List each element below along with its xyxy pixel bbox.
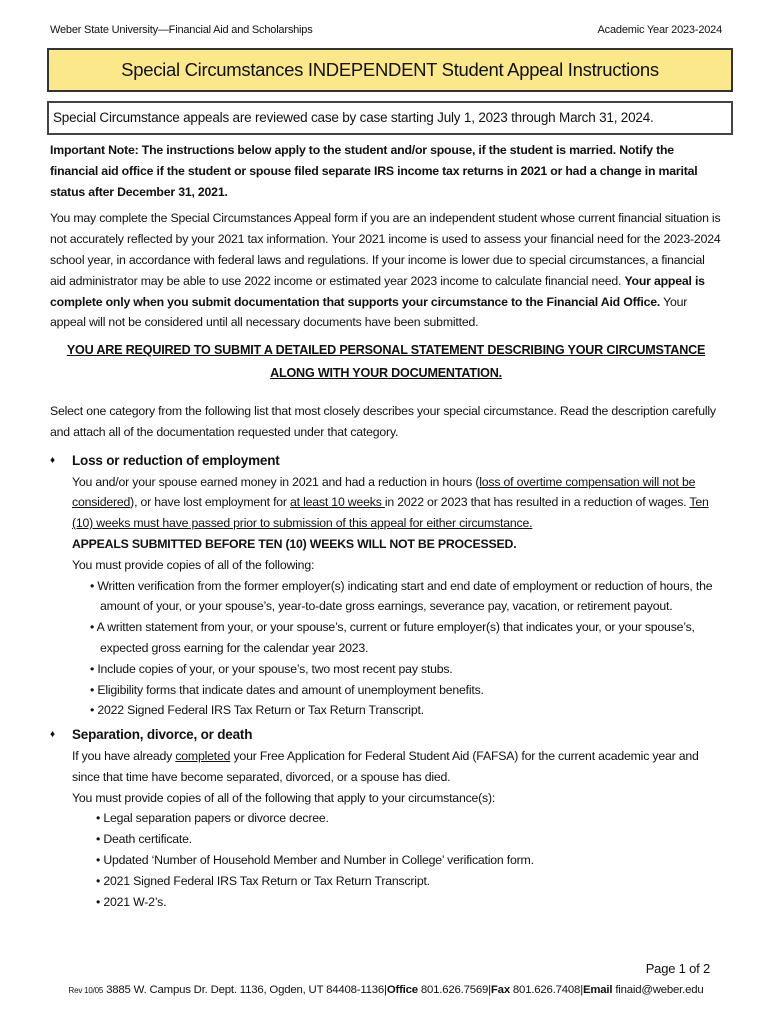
page-number: Page 1 of 2 — [645, 961, 710, 976]
diamond-bullet-icon: ♦ — [50, 729, 55, 741]
select-instructions: Select one category from the following list that most closely describes your special circumstance. Read the description carefully and attach all of the documentation requested under that category. — [50, 404, 716, 439]
employment-warning: APPEALS SUBMITTED BEFORE TEN (10) WEEKS WILL NOT BE PROCESSED. — [72, 536, 517, 551]
footer-fax: 801.626.7408 — [509, 984, 581, 996]
document-body — [50, 140, 722, 912]
list-item: • Legal separation papers or divorce decree. — [96, 811, 329, 826]
footer-office-phone: 801.626.7569 — [417, 984, 489, 996]
list-item: • Include copies of your, or your spouse’s, two most recent pay stubs. — [90, 661, 453, 676]
list-item: • 2021 W-2’s. — [96, 894, 167, 909]
separation-description: If you have already completed your Free Application for Federal Student Aid (FAFSA) for the current academic year and since that time have become separated, divorced, or a spouse has died. — [72, 748, 699, 784]
header-academic-year: Academic Year 2023-2024 — [597, 24, 722, 36]
diamond-bullet-icon: ♦ — [50, 454, 55, 466]
footer-email: finaid@weber.edu — [612, 984, 704, 996]
intro-paragraph: You may complete the Special Circumstances Appeal form if you are an independent student whose current financial situation is not accurately reflected by your 2021 tax information. Your 2021 income is used to assess your financial need for the 2023-2024 school year, in accordance with federal laws and regulations. If your income is lower due to special circumstances, a financial aid administrator may be able to use 2022 income or estimated year 2023 income to calculate financial need. Your appeal is complete only when you submit documentation that supports your circumstance to the Financial Aid Office. Your appeal will not be considered until all necessary documents have been submitted. — [50, 211, 721, 330]
page-footer: Rev 10/05 3885 W. Campus Dr. Dept. 1136, Ogden, UT 84408-1136|Office 801.626.7569|Fax 801.626.7408|Email finaid@weber.edu — [68, 984, 704, 996]
required-statement: YOU ARE REQUIRED TO SUBMIT A DETAILED PERSONAL STATEMENT DESCRIBING YOUR CIRCUMSTANCE ALONG WITH YOUR DOCUMENTATION. — [66, 343, 706, 381]
employment-must-provide: You must provide copies of all of the following: — [72, 557, 315, 572]
section-heading-separation: ♦ Separation, divorce, or death — [50, 725, 722, 746]
header-institution: Weber State University—Financial Aid and Scholarships — [50, 24, 313, 36]
list-item: • 2021 Signed Federal IRS Tax Return or Tax Return Transcript. — [96, 873, 430, 888]
list-item: • Updated ‘Number of Household Member and Number in College’ verification form. — [96, 852, 534, 867]
separation-must-provide: You must provide copies of all of the following that apply to your circumstance(s): — [72, 790, 496, 805]
section-heading-employment: ♦ Loss or reduction of employment — [50, 451, 722, 472]
page-header — [50, 24, 722, 36]
page-title: Special Circumstances INDEPENDENT Student Appeal Instructions — [47, 48, 733, 92]
list-item: • A written statement from your, or your spouse’s, current or future employer(s) that indicates your, or your spouse’s, expected gross earning for the calendar year 2023. — [90, 620, 695, 655]
list-item: • Written verification from the former employer(s) indicating start and end date of employment or reduction of hours, the amount of your, or your spouse’s, year-to-date gross earnings, severance pay, vacation, or retirement payout. — [90, 578, 713, 614]
revision-label: Rev 10/05 — [68, 986, 104, 995]
appeal-dates-box: Special Circumstance appeals are reviewed case by case starting July 1, 2023 through March 31, 2024. — [47, 101, 733, 135]
list-item: • 2022 Signed Federal IRS Tax Return or Tax Return Transcript. — [90, 703, 424, 718]
footer-address: 3885 W. Campus Dr. Dept. 1136, Ogden, UT 84408-1136 — [106, 984, 385, 996]
list-item: • Death certificate. — [96, 832, 192, 847]
list-item: • Eligibility forms that indicate dates and amount of unemployment benefits. — [90, 682, 484, 697]
employment-description: You and/or your spouse earned money in 2021 and had a reduction in hours (loss of overtime compensation will not be considered), or have lost employment for at least 10 weeks in 2022 or 2023 that has resulted in a reduction of wages. Ten (10) weeks must have passed prior to submission of this appeal for either circumstance. — [72, 474, 709, 531]
important-note: Important Note: The instructions below apply to the student and/or spouse, if the student is married. Notify the financial aid office if the student or spouse filed separate IRS income tax returns in 2021 or had a change in marital status after December 31, 2021. — [50, 143, 698, 199]
